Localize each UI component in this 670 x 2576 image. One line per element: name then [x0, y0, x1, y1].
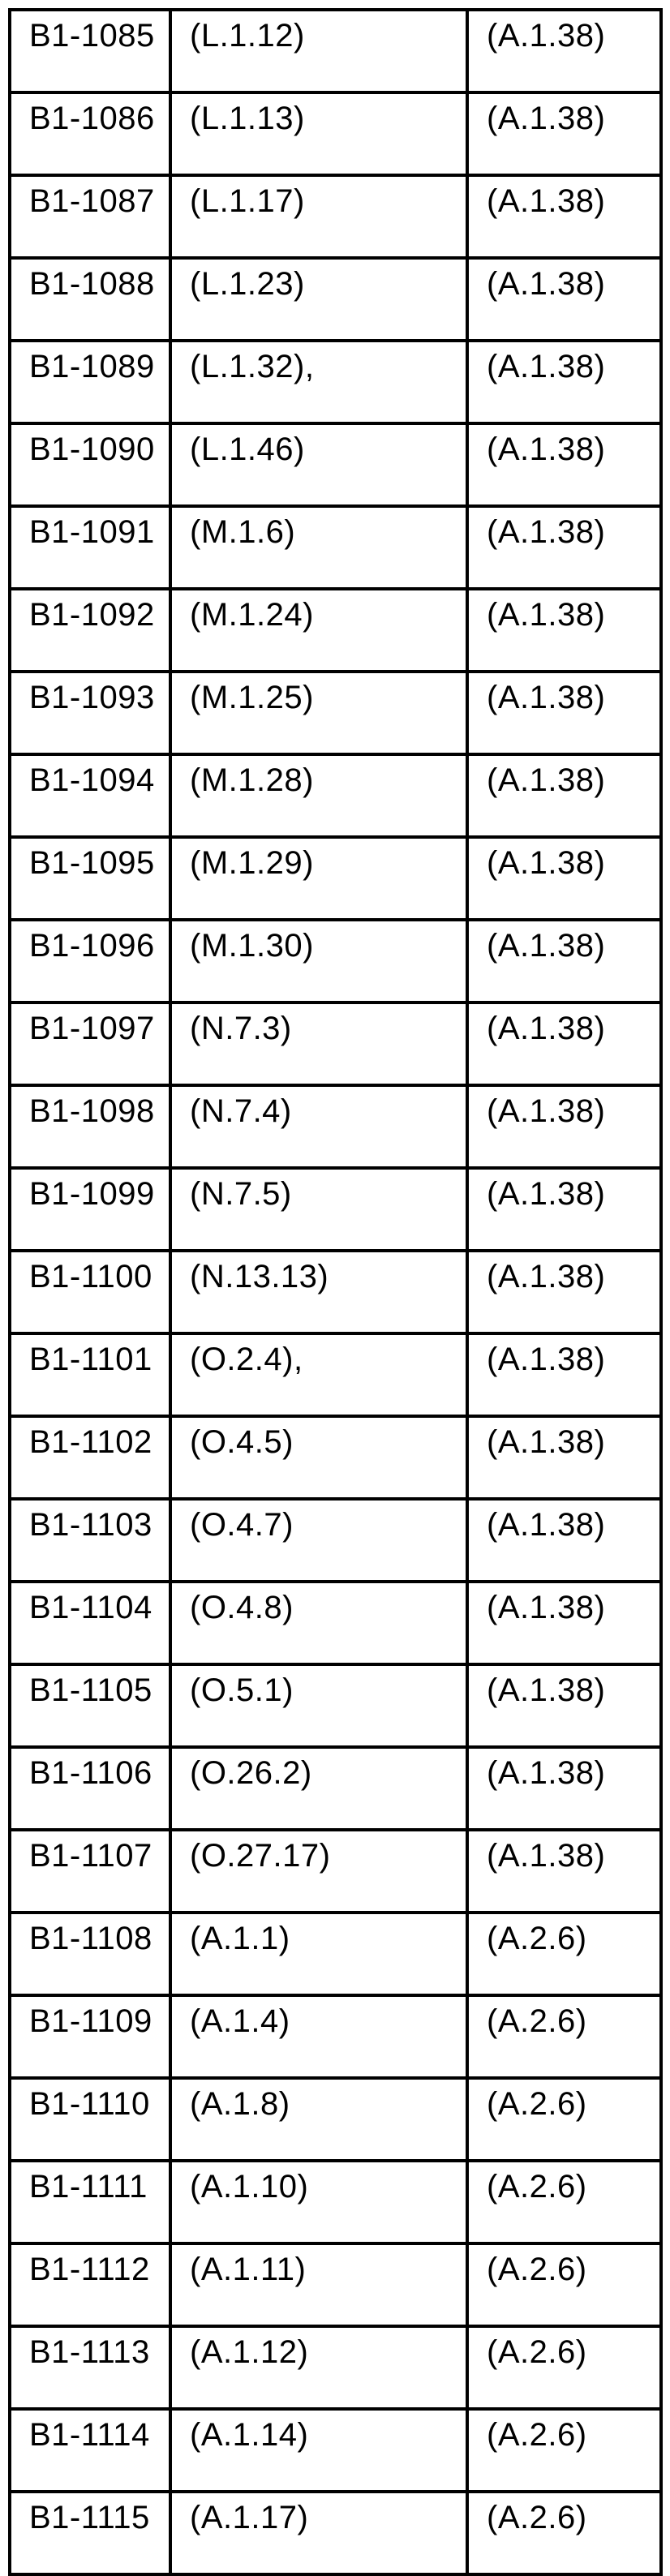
table-row: [10, 92, 661, 175]
table-row: [10, 1499, 661, 1582]
cell-reference-1: (L.1.17): [170, 175, 467, 258]
table-row: [10, 1416, 661, 1499]
cell-claim-id: B1-1112: [10, 2243, 170, 2326]
table-row: [10, 1747, 661, 1830]
table-row: [10, 1333, 661, 1416]
table-row: [10, 2409, 661, 2492]
cell-claim-id: B1-1106: [10, 1747, 170, 1830]
cell-reference-2: (A.1.38): [467, 1251, 661, 1333]
cell-reference-1: (O.5.1): [170, 1664, 467, 1747]
cell-claim-id: B1-1098: [10, 1085, 170, 1168]
table-row: [10, 589, 661, 672]
table-row: [10, 2243, 661, 2326]
table-row: [10, 1995, 661, 2078]
cell-reference-2: (A.2.6): [467, 1913, 661, 1995]
cell-reference-1: (O.2.4),: [170, 1333, 467, 1416]
table-row: [10, 2161, 661, 2243]
cell-claim-id: B1-1115: [10, 2492, 170, 2574]
table-row: [10, 1251, 661, 1333]
cell-reference-1: (A.1.17): [170, 2492, 467, 2574]
cell-reference-1: (M.1.6): [170, 506, 467, 589]
cell-reference-1: (M.1.29): [170, 837, 467, 920]
cell-reference-2: (A.1.38): [467, 1582, 661, 1664]
cell-claim-id: B1-1111: [10, 2161, 170, 2243]
cell-reference-1: (A.1.14): [170, 2409, 467, 2492]
cell-claim-id: B1-1101: [10, 1333, 170, 1416]
cell-reference-2: (A.1.38): [467, 589, 661, 672]
cell-reference-1: (A.1.4): [170, 1995, 467, 2078]
cell-reference-2: (A.1.38): [467, 1168, 661, 1251]
cell-claim-id: B1-1103: [10, 1499, 170, 1582]
cell-reference-2: (A.1.38): [467, 10, 661, 92]
cell-reference-2: (A.2.6): [467, 2409, 661, 2492]
cell-claim-id: B1-1090: [10, 423, 170, 506]
cell-reference-1: (A.1.8): [170, 2078, 467, 2161]
cell-claim-id: B1-1107: [10, 1830, 170, 1913]
cell-claim-id: B1-1089: [10, 341, 170, 423]
cell-reference-1: (M.1.28): [170, 754, 467, 837]
cell-reference-1: (A.1.1): [170, 1913, 467, 1995]
table-row: [10, 10, 661, 92]
cell-reference-2: (A.1.38): [467, 754, 661, 837]
cell-claim-id: B1-1085: [10, 10, 170, 92]
table-row: [10, 920, 661, 1002]
cell-reference-2: (A.1.38): [467, 1499, 661, 1582]
cell-reference-1: (O.4.8): [170, 1582, 467, 1664]
cell-reference-1: (N.7.3): [170, 1002, 467, 1085]
cell-claim-id: B1-1086: [10, 92, 170, 175]
cell-reference-2: (A.1.38): [467, 1333, 661, 1416]
cell-reference-1: (L.1.46): [170, 423, 467, 506]
claim-reference-table: [8, 8, 663, 2576]
table-row: [10, 1913, 661, 1995]
cell-claim-id: B1-1113: [10, 2326, 170, 2409]
cell-claim-id: B1-1114: [10, 2409, 170, 2492]
table-row: [10, 506, 661, 589]
cell-claim-id: B1-1099: [10, 1168, 170, 1251]
table-row: [10, 837, 661, 920]
cell-claim-id: B1-1094: [10, 754, 170, 837]
cell-reference-2: (A.1.38): [467, 1002, 661, 1085]
cell-claim-id: B1-1104: [10, 1582, 170, 1664]
table-row: [10, 754, 661, 837]
table-row: [10, 258, 661, 341]
cell-reference-1: (A.1.11): [170, 2243, 467, 2326]
cell-reference-2: (A.2.6): [467, 2326, 661, 2409]
table-row: [10, 2492, 661, 2574]
cell-claim-id: B1-1097: [10, 1002, 170, 1085]
cell-reference-2: (A.1.38): [467, 341, 661, 423]
table-row: [10, 1085, 661, 1168]
cell-claim-id: B1-1093: [10, 672, 170, 754]
table-row: [10, 423, 661, 506]
cell-reference-1: (L.1.23): [170, 258, 467, 341]
table-row: [10, 2326, 661, 2409]
cell-claim-id: B1-1102: [10, 1416, 170, 1499]
cell-claim-id: B1-1091: [10, 506, 170, 589]
cell-claim-id: B1-1088: [10, 258, 170, 341]
cell-reference-1: (M.1.30): [170, 920, 467, 1002]
cell-reference-2: (A.1.38): [467, 1664, 661, 1747]
claims-table-body: [10, 10, 661, 2574]
table-row: [10, 1582, 661, 1664]
cell-claim-id: B1-1092: [10, 589, 170, 672]
table-row: [10, 2078, 661, 2161]
cell-reference-2: (A.2.6): [467, 1995, 661, 2078]
cell-reference-2: (A.1.38): [467, 1747, 661, 1830]
table-row: [10, 1168, 661, 1251]
cell-reference-2: (A.1.38): [467, 258, 661, 341]
table-row: [10, 341, 661, 423]
cell-reference-2: (A.2.6): [467, 2492, 661, 2574]
cell-reference-1: (A.1.12): [170, 2326, 467, 2409]
cell-reference-1: (O.27.17): [170, 1830, 467, 1913]
cell-claim-id: B1-1105: [10, 1664, 170, 1747]
cell-reference-2: (A.1.38): [467, 1416, 661, 1499]
cell-claim-id: B1-1110: [10, 2078, 170, 2161]
table-row: [10, 175, 661, 258]
cell-reference-2: (A.1.38): [467, 920, 661, 1002]
cell-reference-1: (L.1.32),: [170, 341, 467, 423]
cell-claim-id: B1-1087: [10, 175, 170, 258]
cell-reference-1: (N.7.4): [170, 1085, 467, 1168]
cell-reference-1: (O.26.2): [170, 1747, 467, 1830]
cell-reference-2: (A.1.38): [467, 92, 661, 175]
cell-reference-2: (A.2.6): [467, 2078, 661, 2161]
table-row: [10, 1830, 661, 1913]
cell-reference-1: (L.1.12): [170, 10, 467, 92]
cell-reference-2: (A.1.38): [467, 423, 661, 506]
cell-reference-2: (A.1.38): [467, 506, 661, 589]
cell-reference-1: (L.1.13): [170, 92, 467, 175]
cell-reference-1: (N.7.5): [170, 1168, 467, 1251]
cell-reference-1: (O.4.7): [170, 1499, 467, 1582]
cell-claim-id: B1-1108: [10, 1913, 170, 1995]
cell-reference-1: (M.1.25): [170, 672, 467, 754]
cell-claim-id: B1-1096: [10, 920, 170, 1002]
table-row: [10, 672, 661, 754]
cell-reference-1: (A.1.10): [170, 2161, 467, 2243]
cell-reference-2: (A.2.6): [467, 2243, 661, 2326]
cell-reference-1: (N.13.13): [170, 1251, 467, 1333]
cell-reference-2: (A.1.38): [467, 1085, 661, 1168]
table-row: [10, 1664, 661, 1747]
cell-reference-2: (A.1.38): [467, 837, 661, 920]
cell-claim-id: B1-1095: [10, 837, 170, 920]
cell-reference-2: (A.1.38): [467, 175, 661, 258]
cell-reference-2: (A.2.6): [467, 2161, 661, 2243]
cell-reference-2: (A.1.38): [467, 672, 661, 754]
table-row: [10, 1002, 661, 1085]
cell-reference-1: (M.1.24): [170, 589, 467, 672]
cell-claim-id: B1-1109: [10, 1995, 170, 2078]
cell-reference-2: (A.1.38): [467, 1830, 661, 1913]
cell-claim-id: B1-1100: [10, 1251, 170, 1333]
cell-reference-1: (O.4.5): [170, 1416, 467, 1499]
